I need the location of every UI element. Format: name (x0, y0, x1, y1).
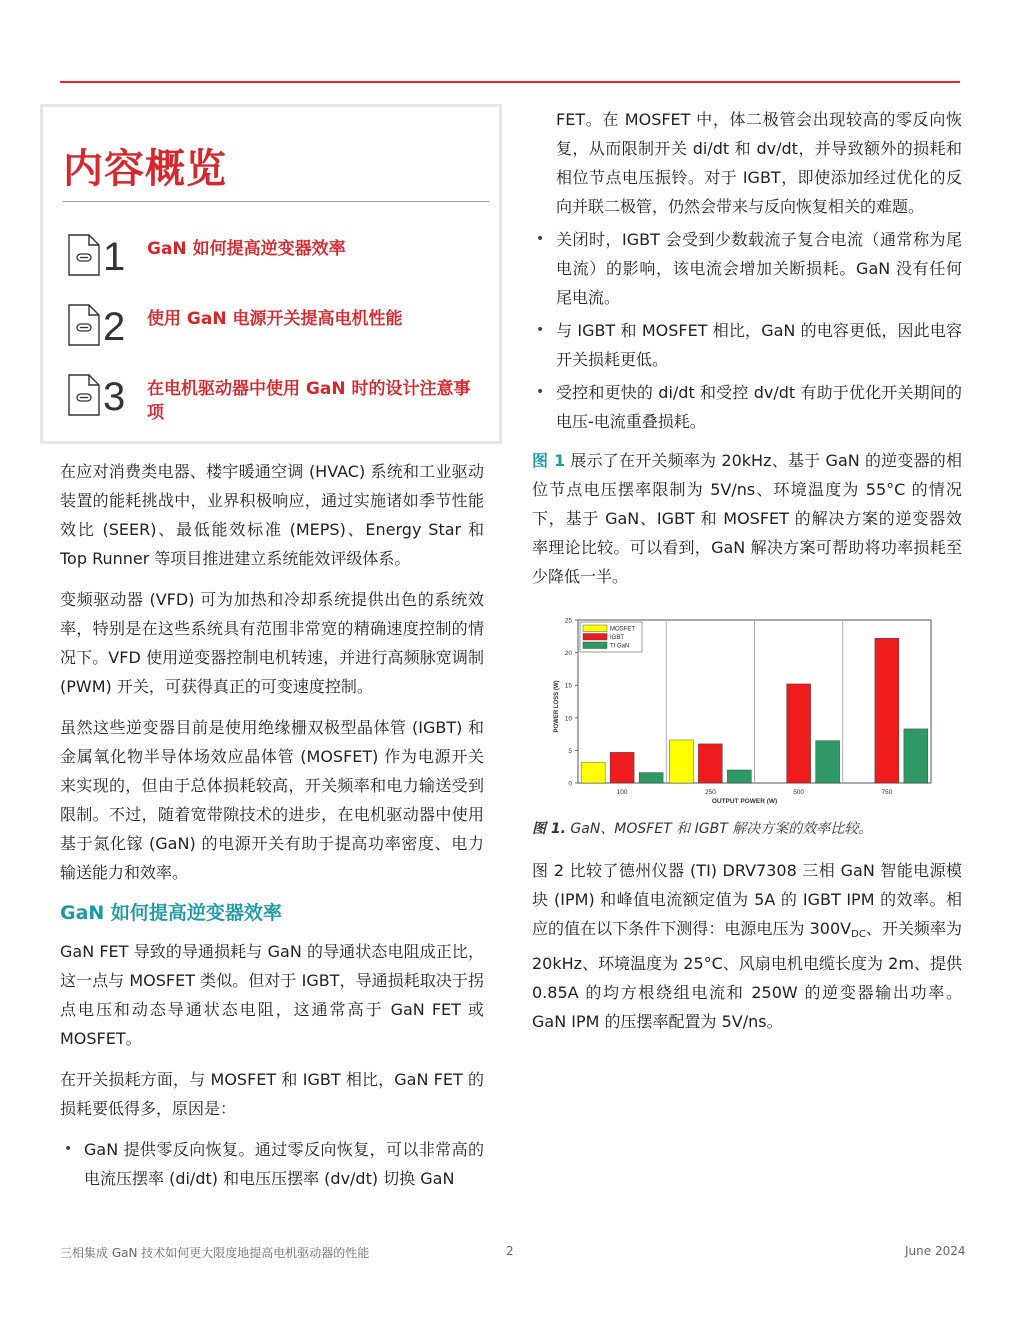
figure-caption (532, 818, 962, 838)
list-item: • 关闭时，IGBT 会受到少数载流子复合电流（通常称为尾电流）的影响，该电流会增加关断损耗。GaN 没有任何尾电流。 (532, 225, 962, 312)
x-tick-label: 100 (616, 789, 628, 796)
paragraph: 变频驱动器 (VFD) 可为加热和冷却系统提供出色的系统效率，特别是在这些系统具有范围非常宽的精确速度控制的情况下。VFD 使用逆变器控制电机转速，并进行高频脉宽调制 (PWM) 开关，可获得真正的可变速度控制。 (60, 590, 484, 696)
x-tick-label: 750 (881, 789, 893, 796)
x-tick-label: 250 (704, 789, 716, 796)
y-tick-label: 10 (564, 715, 572, 723)
y-tick-label: 20 (564, 650, 572, 658)
y-tick-label: 15 (564, 682, 572, 690)
contents-divider (63, 201, 489, 202)
paragraph (532, 856, 962, 1036)
subscript: DC (851, 929, 866, 940)
legend-swatch (583, 625, 607, 632)
y-tick-label: 0 (568, 780, 572, 788)
list-item: • 受控和更快的 di/dt 和受控 dv/dt 有助于优化开关期间的电压-电流重叠损耗。 (532, 378, 962, 436)
bar-ti-gan (727, 770, 751, 783)
y-axis-label: POWER LOSS (W) (554, 680, 560, 733)
footer-date: June 2024 (905, 1244, 966, 1258)
bar-mosfet (669, 740, 693, 783)
toc-number: 3 (103, 375, 126, 419)
bar-igbt (787, 684, 811, 783)
bar-chart (548, 612, 948, 812)
toc-link-label[interactable]: 使用 GaN 电源开关提高电机性能 (147, 309, 403, 329)
toc-item-1[interactable] (67, 233, 487, 285)
list-item: • 与 IGBT 和 MOSFET 相比，GaN 的电容更低，因此电容开关损耗更低。 (532, 316, 962, 374)
bar-ti-gan (816, 741, 840, 783)
paragraph: GaN FET 导致的导通损耗与 GaN 的导通状态电阻成正比，这一点与 MOSFET 类似。但对于 IGBT，导通损耗取决于拐点电压和动态导通状态电阻，这通常高于 GaN FET 或 MOSFET。 (60, 942, 484, 1048)
x-tick-label: 500 (793, 789, 805, 796)
contents-overview-box (40, 104, 502, 444)
y-tick-label: 25 (564, 617, 572, 625)
toc-link-label[interactable]: 在电机驱动器中使用 GaN 时的设计注意事项 (147, 379, 471, 423)
document-link-icon (67, 373, 101, 417)
paragraph: 在开关损耗方面，与 MOSFET 和 IGBT 相比，GaN FET 的损耗要低得多，原因是： (60, 1070, 484, 1118)
bullet-list (532, 225, 962, 436)
top-rule (60, 81, 960, 83)
toc-item-3[interactable] (67, 373, 487, 425)
figure-1-chart (548, 612, 948, 812)
bar-mosfet (581, 762, 605, 783)
legend-label: TI GaN (610, 643, 630, 650)
paragraph: 在应对消费类电器、楼宇暖通空调 (HVAC) 系统和工业驱动装置的能耗挑战中，业界积极响应，通过实施诸如季节性能效比 (SEER)、最低能效标准 (MEPS)、Energy Star 和 Top Runner 等项目推进建立系统能效评级体系。 (60, 462, 484, 568)
y-tick-label: 5 (568, 747, 572, 755)
toc-number: 2 (103, 305, 126, 349)
footer-title: 三相集成 GaN 技术如何更大限度地提高电机驱动器的性能 (60, 1246, 370, 1260)
document-link-icon (67, 233, 101, 277)
section-heading: GaN 如何提高逆变器效率 (60, 902, 282, 924)
caption-number: 图 1. (532, 821, 566, 837)
bullet-list (60, 1135, 484, 1193)
bar-ti-gan (639, 773, 663, 783)
page-number: 2 (506, 1244, 514, 1258)
caption-text: GaN、MOSFET 和 IGBT 解决方案的效率比较。 (565, 821, 873, 837)
toc-link-label[interactable]: GaN 如何提高逆变器效率 (147, 239, 346, 259)
toc-number: 1 (103, 235, 126, 279)
bar-ti-gan (904, 729, 928, 783)
figure-link[interactable]: 图 1 (532, 451, 566, 470)
paragraph (532, 446, 962, 591)
paragraph-text: 图 2 比较了德州仪器 (TI) DRV7308 三相 GaN 智能电源模块 (IPM) 和峰值电流额定值为 5A 的 IGBT IPM 的效率。相应的值在以下条件下测得：电源电压为 300V (532, 861, 962, 938)
bar-igbt (610, 752, 634, 783)
legend-swatch (583, 634, 607, 641)
toc-item-2[interactable] (67, 303, 487, 355)
right-column (532, 105, 962, 603)
paragraph-text: 展示了在开关频率为 20kHz、基于 GaN 的逆变器的相位节点电压摆率限制为 5V/ns、环境温度为 55°C 的情况下，基于 GaN、IGBT 和 MOSFET 的解决方案的逆变器效率理论比较。可以看到，GaN 解决方案可帮助将功率损耗至少降低一半。 (532, 451, 962, 586)
contents-title: 内容概览 (63, 146, 227, 192)
bar-igbt (875, 638, 899, 783)
left-column (60, 457, 484, 1197)
paragraph: 虽然这些逆变器目前是使用绝缘栅双极型晶体管 (IGBT) 和金属氧化物半导体场效应晶体管 (MOSFET) 作为电源开关来实现的，但由于总体损耗较高，开关频率和电力输送受到限制。不过，随着宽带隙技术的进步，在电机驱动器中使用基于氮化镓 (GaN) 的电源开关有助于提高功率密度、电力输送能力和效率。 (60, 718, 484, 882)
legend-label: IGBT (610, 635, 625, 641)
legend-swatch (583, 642, 607, 649)
legend-label: MOSFET (610, 626, 635, 633)
right-column-lower (532, 856, 962, 1048)
x-axis-label: OUTPUT POWER (W) (711, 798, 778, 805)
document-link-icon (67, 303, 101, 347)
list-item: • GaN 提供零反向恢复。通过零反向恢复，可以非常高的电流压摆率 (di/dt) 和电压压摆率 (dv/dt) 切换 GaN (60, 1135, 484, 1193)
bar-igbt (698, 744, 722, 783)
paragraph-text: 、开关频率为 20kHz、环境温度为 25°C、风扇电机电缆长度为 2m、提供 0.85A 的均方根绕组电流和 250W 的逆变器输出功率。GaN IPM 的压摆率配置为 5V/ns。 (532, 919, 962, 1031)
list-item-continuation: FET。在 MOSFET 中，体二极管会出现较高的零反向恢复，从而限制开关 di/dt 和 dv/dt，并导致额外的损耗和相位节点电压振铃。对于 IGBT，即使添加经过优化的反向并联二极管，仍然会带来与反向恢复相关的难题。 (556, 110, 962, 216)
